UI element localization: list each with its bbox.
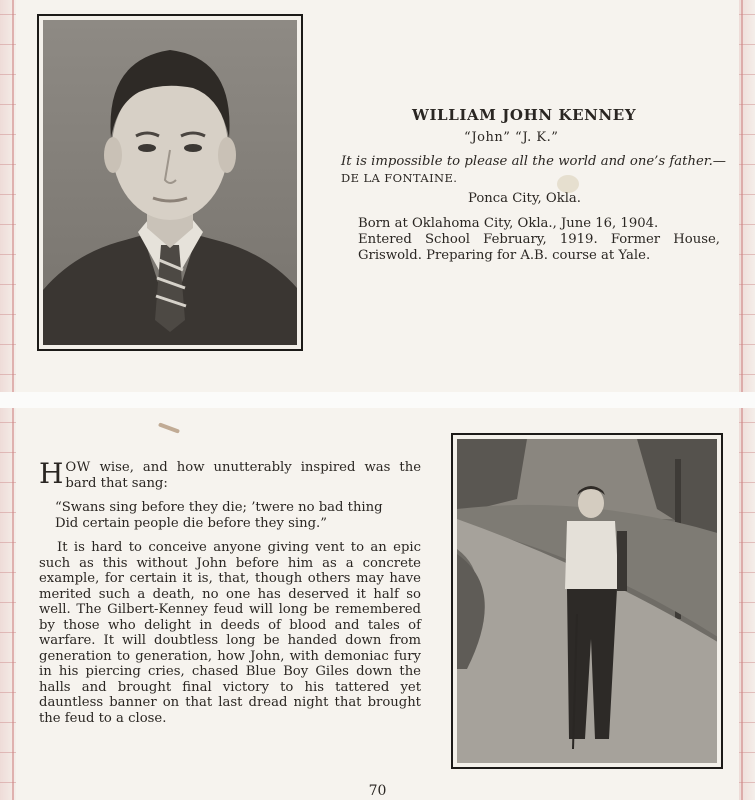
drop-cap: H (39, 457, 64, 490)
outdoor-illustration (457, 439, 717, 763)
portrait-photo-frame (37, 14, 303, 351)
essay-body: It is hard to conceive anyone giving vent to an epic such as this without John before him as a concrete example, for certain it is, that, though others may have merited such a death, no one has deserved it half so well. The Gilbert-Kenney feud will long be remembered by those who delight in deeds of blood and tales of warfare. It will doubtless long be handed down from generation to generation, how John, with demoniac fury in his piercing cries, chased Blue Boy Giles down the halls and brought final victory to his tattered yet dauntless banner on that last dread night that brought the feud to a close. (39, 540, 421, 726)
biography (341, 216, 720, 264)
verse-line: “Swans sing before they die; ’twere no bad thing (55, 500, 383, 515)
epigraph-quote (341, 153, 726, 187)
top-page (0, 0, 755, 392)
paper-mark (158, 422, 180, 433)
paper-stain (557, 175, 579, 193)
outdoor-photo (457, 439, 717, 763)
epigraph-attribution: DE LA FONTAINE. (341, 171, 458, 185)
verse-line: Did certain people die before they sing.” (55, 516, 327, 531)
essay-intro-smallcaps: OW (65, 460, 91, 475)
essay-intro (39, 457, 421, 491)
essay (39, 457, 421, 735)
decorative-border-right (739, 0, 755, 392)
bio-birth: Born at Oklahoma City, Okla., June 16, 1904. (358, 216, 659, 231)
epigraph-text: It is impossible to please all the world and one’s father.— (341, 154, 726, 169)
student-nicknames: “John” “J. K.” (464, 130, 559, 145)
portrait-photo (43, 20, 297, 345)
student-name: WILLIAM JOHN KENNEY (412, 106, 637, 124)
verse-quote (39, 500, 421, 532)
bio-school: Entered School February, 1919. Former House, Griswold. Preparing for A.B. course at Yale. (358, 232, 720, 263)
decorative-border-left (0, 0, 16, 392)
decorative-border-left (0, 408, 16, 800)
essay-intro-text: wise, and how unutterably inspired was the bard that sang: (65, 460, 421, 491)
hometown: Ponca City, Okla. (468, 191, 581, 206)
page-separator (0, 392, 755, 408)
page-number: 70 (368, 783, 387, 799)
bottom-page (0, 408, 755, 800)
portrait-illustration (43, 20, 297, 345)
outdoor-photo-frame (451, 433, 723, 769)
decorative-border-right (739, 408, 755, 800)
